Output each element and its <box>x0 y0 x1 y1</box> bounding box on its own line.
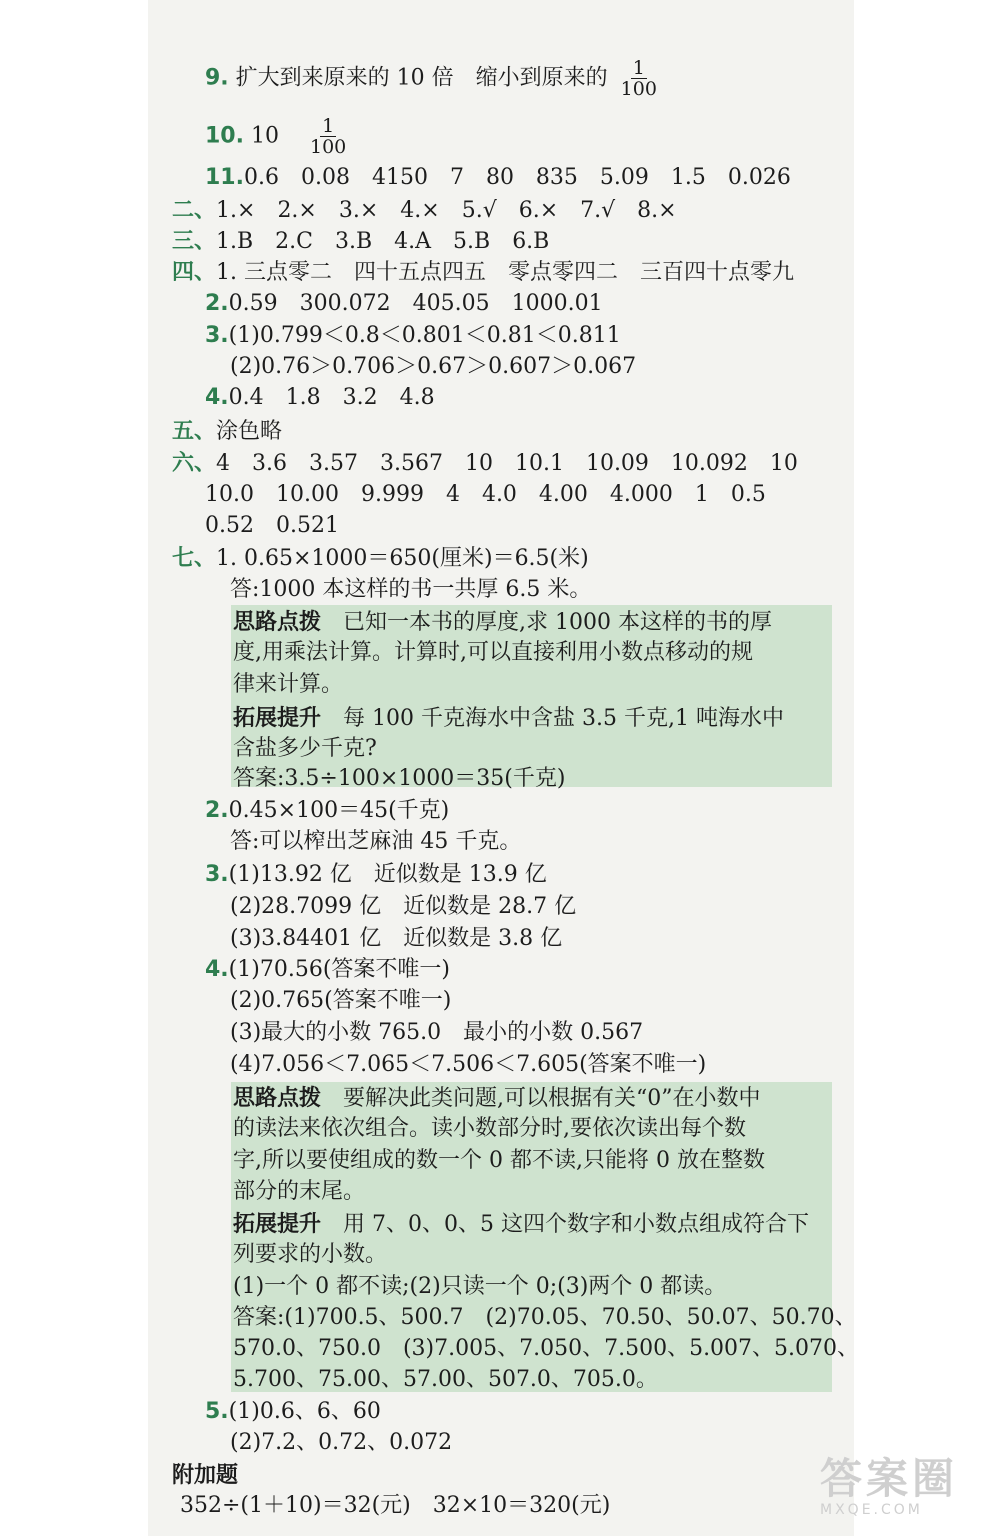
answer-7-1: 答:1000 本这样的书一共厚 6.5 米。 <box>230 577 592 602</box>
extend-2-d: 答案:(1)700.5、500.7 (2)70.05、70.50、50.07、50.70、 <box>233 1305 857 1330</box>
section-7-1: 七、1. 0.65×1000＝650(厘米)＝6.5(米) <box>172 545 589 571</box>
tip-1-c: 律来计算。 <box>233 672 344 697</box>
section-4-4: 4.0.4 1.8 3.2 4.8 <box>205 385 435 410</box>
answer-7-5b: (2)7.2、0.72、0.072 <box>230 1430 453 1455</box>
extend-1-a: 拓展提升 每 100 千克海水中含盐 3.5 千克,1 吨海水中 <box>233 705 784 731</box>
extend-2-b: 列要求的小数。 <box>233 1242 388 1267</box>
section-4-1: 四、1. 三点零二 四十五点四五 零点零四二 三百四十点零九 <box>172 259 795 285</box>
answer-7-3c: (3)3.84401 亿 近似数是 3.8 亿 <box>230 926 563 951</box>
extra-title: 附加题 <box>172 1462 239 1488</box>
section-6c: 0.52 0.521 <box>205 513 339 538</box>
tip-1-a: 思路点拨 已知一本书的厚度,求 1000 本这样的书的厚 <box>233 609 772 635</box>
extend-2-c: (1)一个 0 都不读;(2)只读一个 0;(3)两个 0 都读。 <box>233 1274 727 1299</box>
tip-2-b: 的读法来依次组合。读小数部分时,要依次读出每个数 <box>233 1116 746 1141</box>
extend-1-b: 含盐多少千克? <box>233 736 377 761</box>
extend-2-a: 拓展提升 用 7、0、0、5 这四个数字和小数点组成符合下 <box>233 1211 809 1237</box>
section-3: 三、1.B 2.C 3.B 4.A 5.B 6.B <box>172 228 550 254</box>
answer-7-5a: 5.(1)0.6、6、60 <box>205 1399 381 1424</box>
answer-7-2: 2.0.45×100＝45(千克) <box>205 798 450 823</box>
fraction: $\frac{1}{100}$ <box>620 57 657 100</box>
answer-11: 11.0.6 0.08 4150 7 80 835 5.09 1.5 0.026 <box>205 165 791 190</box>
tip-2-a: 思路点拨 要解决此类问题,可以根据有关“0”在小数中 <box>233 1085 761 1111</box>
section-6b: 10.0 10.00 9.999 4 4.0 4.00 4.000 1 0.5 <box>205 482 766 507</box>
answer-7-3a: 3.(1)13.92 亿 近似数是 13.9 亿 <box>205 862 547 887</box>
section-4-3: 3.(1)0.799＜0.8＜0.801＜0.81＜0.811 <box>205 323 621 348</box>
extra-answer: 352÷(1＋10)＝32(元) 32×10＝320(元) <box>180 1493 611 1518</box>
answer-7-4a: 4.(1)70.56(答案不唯一) <box>205 957 450 982</box>
tip-2-d: 部分的末尾。 <box>233 1179 366 1204</box>
extend-2-e: 570.0、750.0 (3)7.005、7.050、7.500、5.007、5.070、 <box>233 1336 860 1361</box>
watermark-logo: 答案圈 MXQE.COM <box>820 1454 959 1518</box>
extend-2-f: 5.700、75.00、57.00、507.0、705.0。 <box>233 1367 658 1392</box>
section-4-3b: (2)0.76＞0.706＞0.67＞0.607＞0.067 <box>230 354 637 379</box>
answer-9: 9. 扩大到来原来的 10 倍 缩小到原来的 $\frac{1}{100}$ <box>205 57 657 100</box>
answer-7-2b: 答:可以榨出芝麻油 45 千克。 <box>230 829 522 854</box>
section-2: 二、1.× 2.× 3.× 4.× 5.√ 6.× 7.√ 8.× <box>172 197 677 223</box>
answer-7-4d: (4)7.056＜7.065＜7.506＜7.605(答案不唯一) <box>230 1052 707 1077</box>
answer-7-3b: (2)28.7099 亿 近似数是 28.7 亿 <box>230 894 577 919</box>
tip-1-b: 度,用乘法计算。计算时,可以直接利用小数点移动的规 <box>233 640 753 665</box>
answer-7-4b: (2)0.765(答案不唯一) <box>230 988 452 1013</box>
section-5: 五、涂色略 <box>172 418 283 444</box>
extend-1-c: 答案:3.5÷100×1000＝35(千克) <box>233 766 566 791</box>
answer-10: 10. 10 $\frac{1}{100}$ <box>205 115 347 158</box>
fraction: $\frac{1}{100}$ <box>309 115 347 158</box>
answer-7-4c: (3)最大的小数 765.0 最小的小数 0.567 <box>230 1020 644 1045</box>
section-4-2: 2.0.59 300.072 405.05 1000.01 <box>205 291 603 316</box>
section-6a: 六、4 3.6 3.57 3.567 10 10.1 10.09 10.092 10 <box>172 450 798 476</box>
tip-2-c: 字,所以要使组成的数一个 0 都不读,只能将 0 放在整数 <box>233 1148 765 1173</box>
